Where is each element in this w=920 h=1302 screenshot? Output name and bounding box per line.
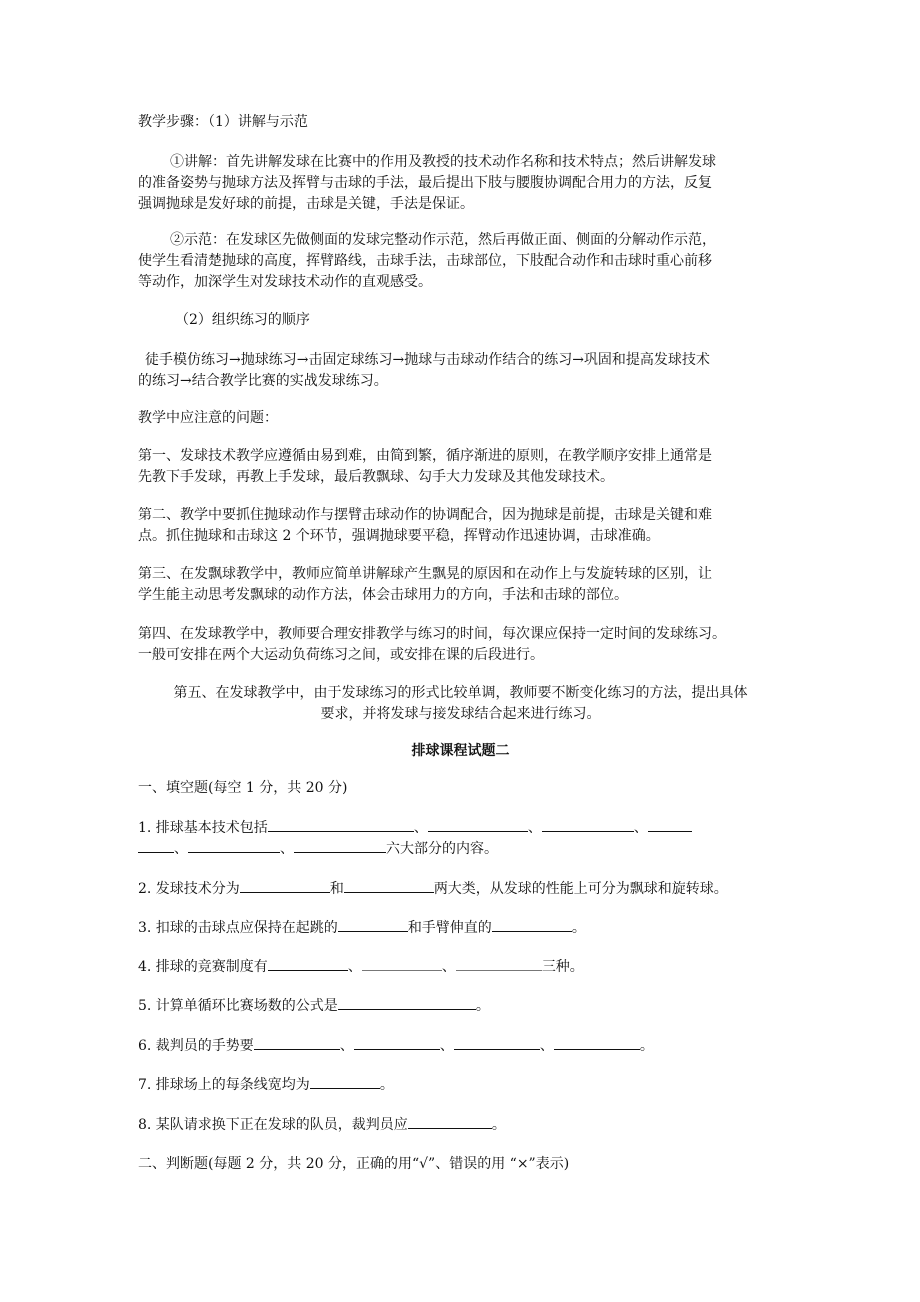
blank[interactable] [492,917,572,932]
blank[interactable] [268,817,414,832]
question-4: 4. 排球的竞赛制度有 、 、 三种。 [138,956,584,978]
blank[interactable] [454,1035,540,1050]
question-8: 8. 某队请求换下正在发球的队员，裁判员应 。 [138,1114,506,1136]
demo-line-3: 等动作，加深学生对发球技术动作的直观感受。 [138,274,432,290]
note-2-line-1: 第二、教学中要抓住抛球动作与摆臂击球动作的协调配合，因为抛球是前提，击球是关键和难 [138,507,712,523]
blank[interactable] [344,878,434,893]
question-1-line-2: 、 、 六大部分的内容。 [138,838,498,860]
blank[interactable] [294,838,386,853]
blank[interactable] [354,1035,440,1050]
blank[interactable] [188,838,280,853]
note-1-line-2: 先教下手发球，再教上手发球，最后教飘球、勾手大力发球及其他发球技术。 [138,469,614,485]
notes-heading: 教学中应注意的问题： [138,410,278,426]
section-1-heading: 一、填空题(每空 1 分，共 20 分) [138,780,348,796]
blank[interactable] [138,838,174,853]
note-4-line-1: 第四、在发球教学中，教师要合理安排教学与练习的时间，每次课应保持一定时间的发球练习。 [138,626,726,642]
blank[interactable] [240,878,330,893]
note-4-line-2: 一般可安排在两个大运动负荷练习之间，或安排在课的后段进行。 [138,647,544,663]
blank[interactable] [338,995,476,1010]
blank[interactable] [554,1035,640,1050]
demo-line-2: 使学生看清楚抛球的高度，挥臂路线，击球手法，击球部位，下肢配合动作和击球时重心前移 [138,253,712,269]
blank[interactable] [310,1074,380,1089]
explain-line-1: ①讲解：首先讲解发球在比赛中的作用及教授的技术动作名称和技术特点；然后讲解发球 [170,154,716,170]
order-heading: （2）组织练习的顺序 [175,312,310,328]
question-7: 7. 排球场上的每条线宽均为 。 [138,1074,394,1096]
blank[interactable] [362,956,442,971]
demo-line-1: ②示范：在发球区先做侧面的发球完整动作示范，然后再做正面、侧面的分解动作示范， [170,232,716,248]
blank[interactable] [428,817,528,832]
blank[interactable] [254,1035,340,1050]
note-2-line-2: 点。抓住抛球和击球这 2 个环节，强调抛球要平稳，挥臂动作迅速协调，击球准确。 [138,528,660,544]
question-1-tail: 六大部分的内容。 [386,841,498,857]
blank[interactable] [648,817,692,832]
note-3-line-1: 第三、在发飘球教学中，教师应简单讲解球产生飘晃的原因和在动作上与发旋转球的区别，让 [138,566,712,582]
question-3: 3. 扣球的击球点应保持在起跳的 和手臂伸直的 。 [138,917,586,939]
blank[interactable] [408,1114,492,1129]
explain-line-2: 的准备姿势与抛球方法及挥臂与击球的手法，最后提出下肢与腰腹协调配合用力的方法，反复 [138,175,712,191]
note-5-line-1: 第五、在发球教学中，由于发球练习的形式比较单调，教师要不断变化练习的方法，提出具体 [173,685,748,701]
order-line-1: 徒手模仿练习→抛球练习→击固定球练习→抛球与击球动作结合的练习→巩固和提高发球技术 [145,352,710,368]
blank[interactable] [268,956,348,971]
question-2: 2. 发球技术分为 和 两大类，从发球的性能上可分为飘球和旋转球。 [138,878,728,900]
question-1-text: 1. 排球基本技术包括 [138,820,268,836]
blank[interactable] [456,956,542,971]
question-5: 5. 计算单循环比赛场数的公式是 。 [138,995,490,1017]
blank[interactable] [338,917,408,932]
order-line-2: 的练习→结合教学比赛的实战发球练习。 [138,373,388,389]
question-6: 6. 裁判员的手势要 、 、 、 。 [138,1035,654,1057]
explain-line-3: 强调抛球是发好球的前提，击球是关键，手法是保证。 [138,196,474,212]
note-5-line-2: 要求，并将发球与接发球结合起来进行练习。 [320,706,601,722]
exam-title: 排球课程试题二 [411,743,510,759]
note-3-line-2: 学生能主动思考发飘球的动作方法，体会击球用力的方向，手法和击球的部位。 [138,587,628,603]
blank[interactable] [542,817,634,832]
steps-heading: 教学步骤：（1）讲解与示范 [138,114,308,130]
question-1-line-1: 1. 排球基本技术包括 、 、 、 [138,817,692,839]
note-1-line-1: 第一、发球技术教学应遵循由易到难，由简到繁，循序渐进的原则，在教学顺序安排上通常是 [138,448,712,464]
section-2-heading: 二、判断题(每题 2 分，共 20 分，正确的用“√”、错误的用 “×”表示) [138,1156,570,1172]
